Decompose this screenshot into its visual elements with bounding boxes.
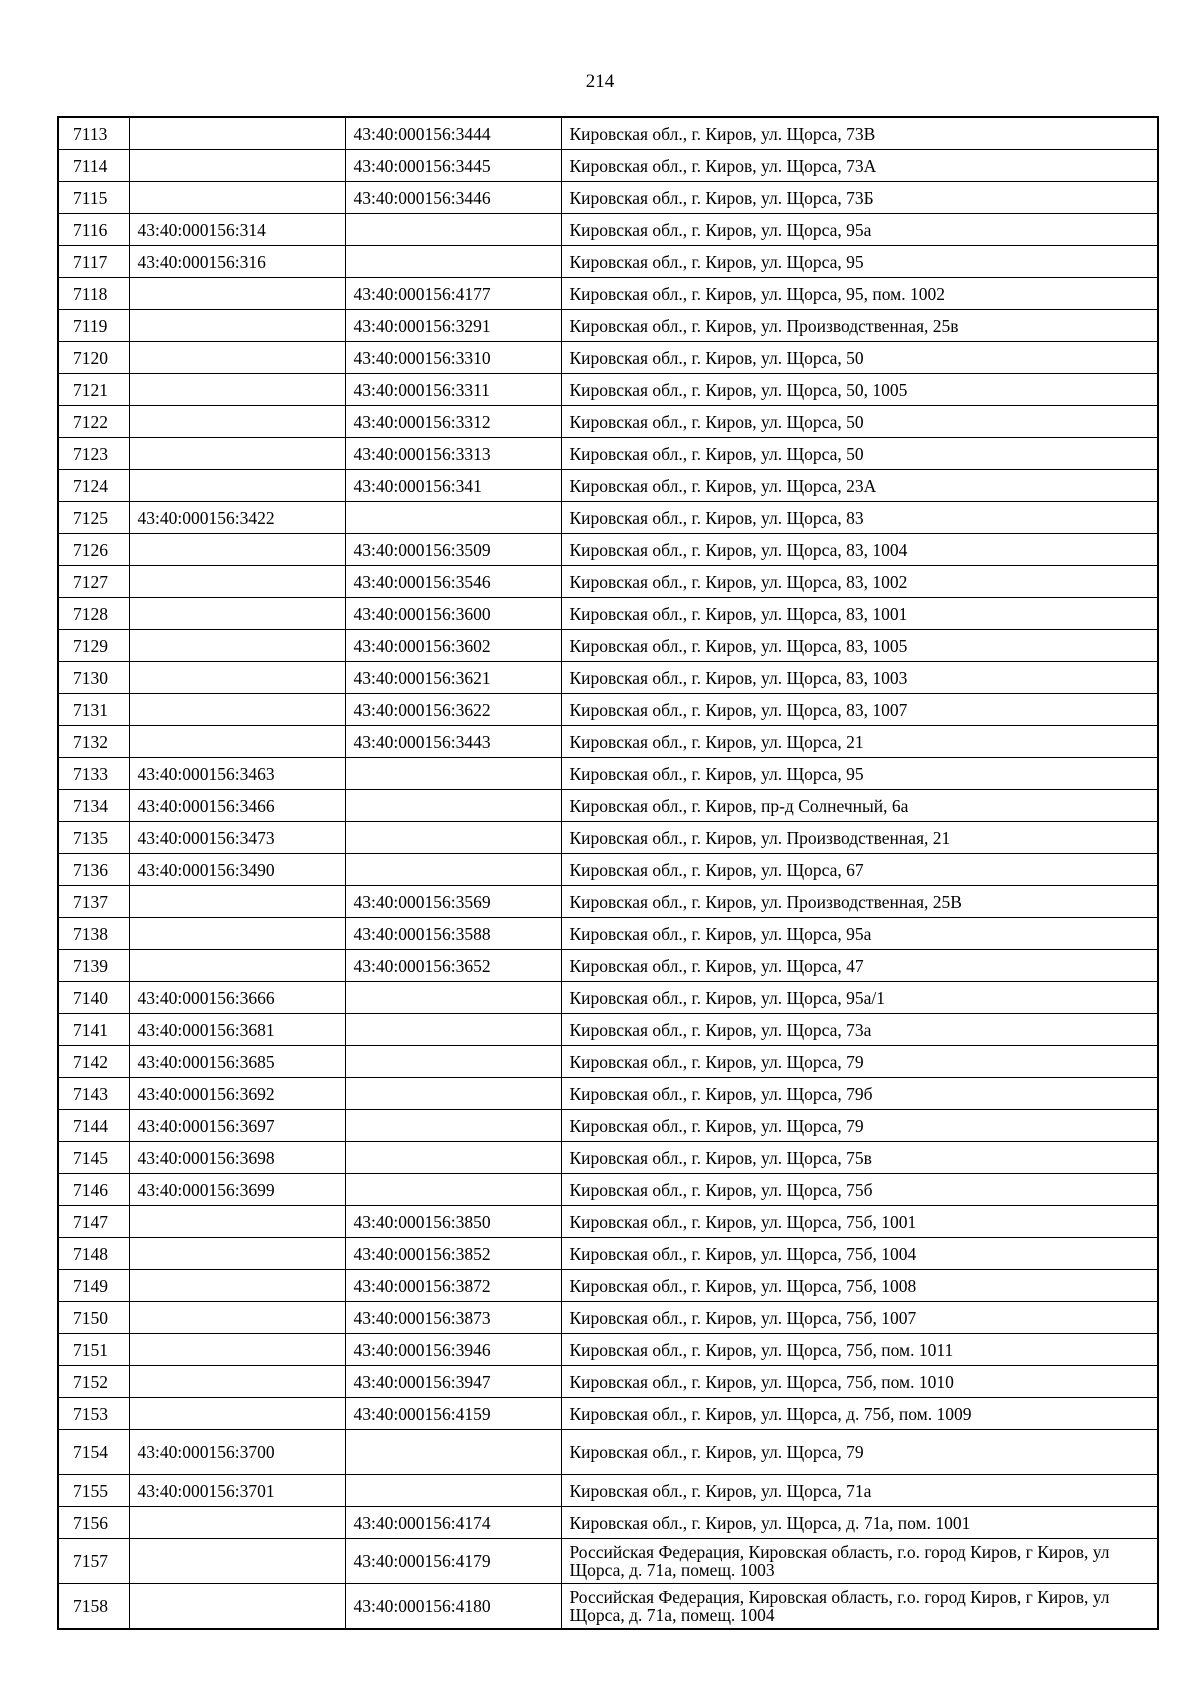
row-number-cell: 7155 — [58, 1475, 129, 1507]
object-cadastral-number-cell: 43:40:000156:3947 — [345, 1366, 561, 1398]
land-cadastral-number-cell — [129, 182, 345, 214]
row-number-cell: 7116 — [58, 214, 129, 246]
address-cell: Кировская обл., г. Киров, ул. Щорса, 75б — [561, 1174, 1158, 1206]
address-cell: Кировская обл., г. Киров, ул. Производственная, 25в — [561, 310, 1158, 342]
land-cadastral-number-cell — [129, 406, 345, 438]
row-number-cell: 7137 — [58, 886, 129, 918]
object-cadastral-number-cell: 43:40:000156:3600 — [345, 598, 561, 630]
object-cadastral-number-cell: 43:40:000156:3652 — [345, 950, 561, 982]
table-row — [58, 470, 1158, 502]
row-number-cell: 7136 — [58, 854, 129, 886]
table-row — [58, 1539, 1158, 1584]
address-cell: Кировская обл., г. Киров, ул. Щорса, 95, пом. 1002 — [561, 278, 1158, 310]
object-cadastral-number-cell: 43:40:000156:3313 — [345, 438, 561, 470]
address-cell: Кировская обл., г. Киров, ул. Щорса, 50, 1005 — [561, 374, 1158, 406]
land-cadastral-number-cell: 43:40:000156:314 — [129, 214, 345, 246]
object-cadastral-number-cell: 43:40:000156:3622 — [345, 694, 561, 726]
land-cadastral-number-cell — [129, 1398, 345, 1430]
address-cell: Кировская обл., г. Киров, ул. Щорса, 83, 1002 — [561, 566, 1158, 598]
address-cell: Кировская обл., г. Киров, ул. Щорса, 73В — [561, 117, 1158, 150]
address-cell: Российская Федерация, Кировская область, г.о. город Киров, г Киров, ул Щорса, д. 71а, помещ. 1004 — [561, 1584, 1158, 1630]
land-cadastral-number-cell: 43:40:000156:3422 — [129, 502, 345, 534]
address-cell: Кировская обл., г. Киров, ул. Щорса, 75б, 1007 — [561, 1302, 1158, 1334]
row-number-cell: 7130 — [58, 662, 129, 694]
address-cell: Кировская обл., г. Киров, ул. Щорса, 71а — [561, 1475, 1158, 1507]
land-cadastral-number-cell — [129, 342, 345, 374]
row-number-cell: 7119 — [58, 310, 129, 342]
table-row — [58, 1110, 1158, 1142]
table-row — [58, 758, 1158, 790]
table-row — [58, 214, 1158, 246]
object-cadastral-number-cell: 43:40:000156:3310 — [345, 342, 561, 374]
land-cadastral-number-cell — [129, 950, 345, 982]
table-row — [58, 726, 1158, 758]
object-cadastral-number-cell — [345, 246, 561, 278]
object-cadastral-number-cell: 43:40:000156:3443 — [345, 726, 561, 758]
address-cell: Кировская обл., г. Киров, ул. Щорса, 79 — [561, 1430, 1158, 1475]
registry-table — [57, 116, 1159, 1630]
table-row — [58, 1475, 1158, 1507]
address-cell: Кировская обл., г. Киров, ул. Щорса, 83, 1001 — [561, 598, 1158, 630]
registry-table-body — [58, 117, 1158, 1629]
address-cell: Кировская обл., г. Киров, ул. Щорса, 50 — [561, 438, 1158, 470]
land-cadastral-number-cell — [129, 310, 345, 342]
land-cadastral-number-cell — [129, 1302, 345, 1334]
land-cadastral-number-cell: 43:40:000156:3697 — [129, 1110, 345, 1142]
land-cadastral-number-cell — [129, 918, 345, 950]
row-number-cell: 7115 — [58, 182, 129, 214]
row-number-cell: 7135 — [58, 822, 129, 854]
row-number-cell: 7134 — [58, 790, 129, 822]
address-cell: Кировская обл., г. Киров, пр-д Солнечный, 6а — [561, 790, 1158, 822]
row-number-cell: 7146 — [58, 1174, 129, 1206]
land-cadastral-number-cell — [129, 886, 345, 918]
address-cell: Кировская обл., г. Киров, ул. Щорса, 73А — [561, 150, 1158, 182]
row-number-cell: 7114 — [58, 150, 129, 182]
table-row — [58, 982, 1158, 1014]
object-cadastral-number-cell: 43:40:000156:4159 — [345, 1398, 561, 1430]
land-cadastral-number-cell — [129, 1507, 345, 1539]
object-cadastral-number-cell: 43:40:000156:4174 — [345, 1507, 561, 1539]
address-cell: Кировская обл., г. Киров, ул. Щорса, 75в — [561, 1142, 1158, 1174]
table-row — [58, 662, 1158, 694]
land-cadastral-number-cell — [129, 1539, 345, 1584]
table-row — [58, 278, 1158, 310]
row-number-cell: 7149 — [58, 1270, 129, 1302]
table-row — [58, 1142, 1158, 1174]
table-row — [58, 150, 1158, 182]
object-cadastral-number-cell — [345, 502, 561, 534]
row-number-cell: 7123 — [58, 438, 129, 470]
object-cadastral-number-cell — [345, 1475, 561, 1507]
address-cell: Кировская обл., г. Киров, ул. Щорса, 75б, 1008 — [561, 1270, 1158, 1302]
object-cadastral-number-cell: 43:40:000156:4179 — [345, 1539, 561, 1584]
land-cadastral-number-cell — [129, 726, 345, 758]
address-cell: Кировская обл., г. Киров, ул. Щорса, 67 — [561, 854, 1158, 886]
address-cell: Кировская обл., г. Киров, ул. Щорса, 83 — [561, 502, 1158, 534]
address-cell: Кировская обл., г. Киров, ул. Щорса, 95а — [561, 918, 1158, 950]
table-row — [58, 406, 1158, 438]
row-number-cell: 7148 — [58, 1238, 129, 1270]
table-row — [58, 438, 1158, 470]
land-cadastral-number-cell — [129, 630, 345, 662]
object-cadastral-number-cell: 43:40:000156:3444 — [345, 117, 561, 150]
land-cadastral-number-cell — [129, 566, 345, 598]
land-cadastral-number-cell — [129, 1584, 345, 1630]
land-cadastral-number-cell — [129, 1270, 345, 1302]
row-number-cell: 7154 — [58, 1430, 129, 1475]
table-row — [58, 1174, 1158, 1206]
land-cadastral-number-cell — [129, 1206, 345, 1238]
table-row — [58, 1078, 1158, 1110]
object-cadastral-number-cell — [345, 1110, 561, 1142]
row-number-cell: 7126 — [58, 534, 129, 566]
address-cell: Кировская обл., г. Киров, ул. Щорса, 79 — [561, 1046, 1158, 1078]
object-cadastral-number-cell: 43:40:000156:3850 — [345, 1206, 561, 1238]
table-row — [58, 1302, 1158, 1334]
land-cadastral-number-cell: 43:40:000156:3685 — [129, 1046, 345, 1078]
table-row — [58, 1270, 1158, 1302]
row-number-cell: 7145 — [58, 1142, 129, 1174]
address-cell: Кировская обл., г. Киров, ул. Щорса, 95а — [561, 214, 1158, 246]
address-cell: Кировская обл., г. Киров, ул. Щорса, 75б, пом. 1010 — [561, 1366, 1158, 1398]
object-cadastral-number-cell: 43:40:000156:3569 — [345, 886, 561, 918]
row-number-cell: 7147 — [58, 1206, 129, 1238]
land-cadastral-number-cell — [129, 534, 345, 566]
address-cell: Кировская обл., г. Киров, ул. Щорса, 79 — [561, 1110, 1158, 1142]
land-cadastral-number-cell — [129, 598, 345, 630]
land-cadastral-number-cell: 43:40:000156:3699 — [129, 1174, 345, 1206]
table-row — [58, 566, 1158, 598]
table-row — [58, 694, 1158, 726]
land-cadastral-number-cell: 43:40:000156:3681 — [129, 1014, 345, 1046]
land-cadastral-number-cell — [129, 1334, 345, 1366]
table-row — [58, 502, 1158, 534]
row-number-cell: 7158 — [58, 1584, 129, 1630]
address-cell: Кировская обл., г. Киров, ул. Производственная, 25В — [561, 886, 1158, 918]
land-cadastral-number-cell: 43:40:000156:3700 — [129, 1430, 345, 1475]
table-row — [58, 1206, 1158, 1238]
land-cadastral-number-cell — [129, 150, 345, 182]
object-cadastral-number-cell — [345, 1174, 561, 1206]
row-number-cell: 7133 — [58, 758, 129, 790]
row-number-cell: 7129 — [58, 630, 129, 662]
object-cadastral-number-cell — [345, 854, 561, 886]
address-cell: Кировская обл., г. Киров, ул. Щорса, 50 — [561, 342, 1158, 374]
table-row — [58, 342, 1158, 374]
address-cell: Российская Федерация, Кировская область, г.о. город Киров, г Киров, ул Щорса, д. 71а, помещ. 1003 — [561, 1539, 1158, 1584]
page-number: 214 — [585, 71, 615, 92]
object-cadastral-number-cell: 43:40:000156:3872 — [345, 1270, 561, 1302]
object-cadastral-number-cell — [345, 790, 561, 822]
object-cadastral-number-cell — [345, 214, 561, 246]
object-cadastral-number-cell: 43:40:000156:4180 — [345, 1584, 561, 1630]
table-row — [58, 822, 1158, 854]
address-cell: Кировская обл., г. Киров, ул. Щорса, 83, 1004 — [561, 534, 1158, 566]
land-cadastral-number-cell — [129, 374, 345, 406]
address-cell: Кировская обл., г. Киров, ул. Щорса, 83, 1007 — [561, 694, 1158, 726]
object-cadastral-number-cell: 43:40:000156:3621 — [345, 662, 561, 694]
object-cadastral-number-cell: 43:40:000156:3602 — [345, 630, 561, 662]
land-cadastral-number-cell — [129, 470, 345, 502]
land-cadastral-number-cell — [129, 117, 345, 150]
address-cell: Кировская обл., г. Киров, ул. Щорса, 73Б — [561, 182, 1158, 214]
land-cadastral-number-cell — [129, 694, 345, 726]
table-row — [58, 1430, 1158, 1475]
table-row — [58, 1398, 1158, 1430]
address-cell: Кировская обл., г. Киров, ул. Щорса, д. 75б, пом. 1009 — [561, 1398, 1158, 1430]
object-cadastral-number-cell: 43:40:000156:3852 — [345, 1238, 561, 1270]
land-cadastral-number-cell: 43:40:000156:3466 — [129, 790, 345, 822]
row-number-cell: 7141 — [58, 1014, 129, 1046]
land-cadastral-number-cell: 43:40:000156:3692 — [129, 1078, 345, 1110]
row-number-cell: 7144 — [58, 1110, 129, 1142]
row-number-cell: 7122 — [58, 406, 129, 438]
table-row — [58, 790, 1158, 822]
object-cadastral-number-cell: 43:40:000156:3546 — [345, 566, 561, 598]
address-cell: Кировская обл., г. Киров, ул. Щорса, 50 — [561, 406, 1158, 438]
object-cadastral-number-cell: 43:40:000156:3873 — [345, 1302, 561, 1334]
object-cadastral-number-cell: 43:40:000156:3312 — [345, 406, 561, 438]
table-row — [58, 246, 1158, 278]
row-number-cell: 7125 — [58, 502, 129, 534]
row-number-cell: 7118 — [58, 278, 129, 310]
address-cell: Кировская обл., г. Киров, ул. Щорса, 23А — [561, 470, 1158, 502]
land-cadastral-number-cell: 43:40:000156:3473 — [129, 822, 345, 854]
table-row — [58, 182, 1158, 214]
object-cadastral-number-cell: 43:40:000156:3588 — [345, 918, 561, 950]
table-row — [58, 1507, 1158, 1539]
land-cadastral-number-cell: 43:40:000156:3698 — [129, 1142, 345, 1174]
object-cadastral-number-cell — [345, 758, 561, 790]
land-cadastral-number-cell — [129, 278, 345, 310]
row-number-cell: 7142 — [58, 1046, 129, 1078]
object-cadastral-number-cell — [345, 1014, 561, 1046]
table-row — [58, 598, 1158, 630]
row-number-cell: 7127 — [58, 566, 129, 598]
row-number-cell: 7151 — [58, 1334, 129, 1366]
address-cell: Кировская обл., г. Киров, ул. Щорса, 83, 1005 — [561, 630, 1158, 662]
address-cell: Кировская обл., г. Киров, ул. Щорса, 47 — [561, 950, 1158, 982]
table-row — [58, 534, 1158, 566]
land-cadastral-number-cell: 43:40:000156:3490 — [129, 854, 345, 886]
address-cell: Кировская обл., г. Киров, ул. Щорса, 75б, 1004 — [561, 1238, 1158, 1270]
address-cell: Кировская обл., г. Киров, ул. Щорса, 75б, 1001 — [561, 1206, 1158, 1238]
address-cell: Кировская обл., г. Киров, ул. Щорса, 73а — [561, 1014, 1158, 1046]
row-number-cell: 7157 — [58, 1539, 129, 1584]
table-row — [58, 310, 1158, 342]
row-number-cell: 7143 — [58, 1078, 129, 1110]
table-row — [58, 886, 1158, 918]
object-cadastral-number-cell: 43:40:000156:4177 — [345, 278, 561, 310]
object-cadastral-number-cell — [345, 1046, 561, 1078]
land-cadastral-number-cell: 43:40:000156:3666 — [129, 982, 345, 1014]
land-cadastral-number-cell — [129, 438, 345, 470]
address-cell: Кировская обл., г. Киров, ул. Щорса, 79б — [561, 1078, 1158, 1110]
address-cell: Кировская обл., г. Киров, ул. Щорса, 21 — [561, 726, 1158, 758]
object-cadastral-number-cell: 43:40:000156:3446 — [345, 182, 561, 214]
land-cadastral-number-cell: 43:40:000156:3701 — [129, 1475, 345, 1507]
table-row — [58, 1334, 1158, 1366]
table-row — [58, 630, 1158, 662]
row-number-cell: 7117 — [58, 246, 129, 278]
address-cell: Кировская обл., г. Киров, ул. Производственная, 21 — [561, 822, 1158, 854]
land-cadastral-number-cell: 43:40:000156:316 — [129, 246, 345, 278]
object-cadastral-number-cell — [345, 1078, 561, 1110]
object-cadastral-number-cell — [345, 982, 561, 1014]
object-cadastral-number-cell: 43:40:000156:3445 — [345, 150, 561, 182]
land-cadastral-number-cell — [129, 1366, 345, 1398]
table-row — [58, 1366, 1158, 1398]
row-number-cell: 7139 — [58, 950, 129, 982]
land-cadastral-number-cell: 43:40:000156:3463 — [129, 758, 345, 790]
address-cell: Кировская обл., г. Киров, ул. Щорса, 95а/1 — [561, 982, 1158, 1014]
table-row — [58, 117, 1158, 150]
address-cell: Кировская обл., г. Киров, ул. Щорса, 95 — [561, 246, 1158, 278]
object-cadastral-number-cell: 43:40:000156:3946 — [345, 1334, 561, 1366]
table-row — [58, 950, 1158, 982]
table-row — [58, 854, 1158, 886]
address-cell: Кировская обл., г. Киров, ул. Щорса, 95 — [561, 758, 1158, 790]
object-cadastral-number-cell: 43:40:000156:3311 — [345, 374, 561, 406]
row-number-cell: 7156 — [58, 1507, 129, 1539]
object-cadastral-number-cell — [345, 1142, 561, 1174]
table-row — [58, 374, 1158, 406]
row-number-cell: 7140 — [58, 982, 129, 1014]
row-number-cell: 7138 — [58, 918, 129, 950]
table-row — [58, 918, 1158, 950]
object-cadastral-number-cell — [345, 1430, 561, 1475]
address-cell: Кировская обл., г. Киров, ул. Щорса, 75б, пом. 1011 — [561, 1334, 1158, 1366]
row-number-cell: 7120 — [58, 342, 129, 374]
row-number-cell: 7131 — [58, 694, 129, 726]
table-row — [58, 1014, 1158, 1046]
object-cadastral-number-cell: 43:40:000156:341 — [345, 470, 561, 502]
object-cadastral-number-cell: 43:40:000156:3509 — [345, 534, 561, 566]
row-number-cell: 7124 — [58, 470, 129, 502]
table-row — [58, 1584, 1158, 1630]
address-cell: Кировская обл., г. Киров, ул. Щорса, д. 71а, пом. 1001 — [561, 1507, 1158, 1539]
address-cell: Кировская обл., г. Киров, ул. Щорса, 83, 1003 — [561, 662, 1158, 694]
row-number-cell: 7152 — [58, 1366, 129, 1398]
row-number-cell: 7128 — [58, 598, 129, 630]
object-cadastral-number-cell — [345, 822, 561, 854]
table-row — [58, 1046, 1158, 1078]
row-number-cell: 7113 — [58, 117, 129, 150]
land-cadastral-number-cell — [129, 662, 345, 694]
object-cadastral-number-cell: 43:40:000156:3291 — [345, 310, 561, 342]
table-row — [58, 1238, 1158, 1270]
row-number-cell: 7153 — [58, 1398, 129, 1430]
row-number-cell: 7150 — [58, 1302, 129, 1334]
row-number-cell: 7121 — [58, 374, 129, 406]
land-cadastral-number-cell — [129, 1238, 345, 1270]
row-number-cell: 7132 — [58, 726, 129, 758]
